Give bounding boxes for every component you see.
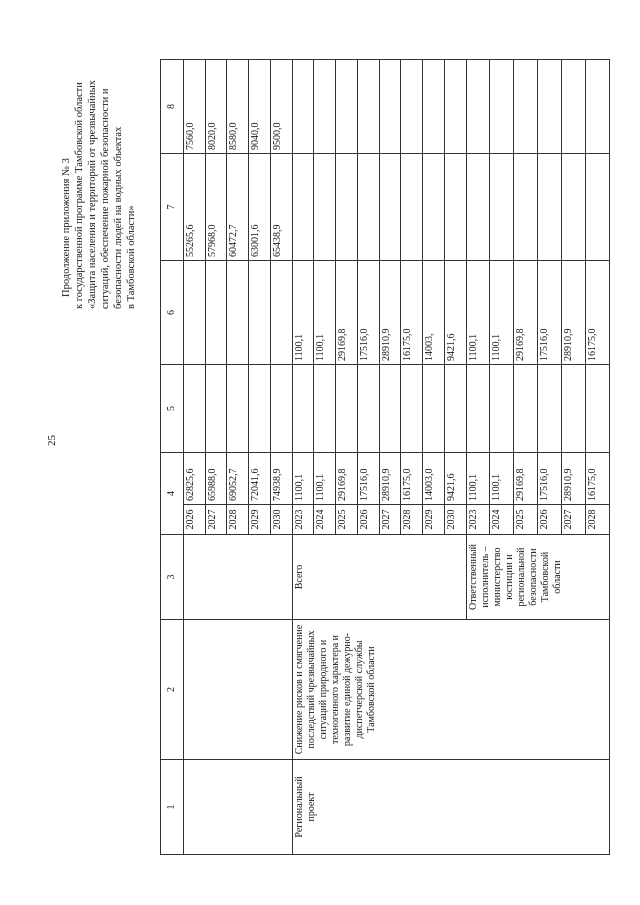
project-type-cell: Региональный проект xyxy=(292,760,609,855)
value-cell: 28910,9 xyxy=(562,261,586,365)
year-cell: 2023 xyxy=(466,505,490,535)
rotated-table-container xyxy=(160,60,610,855)
value-cell xyxy=(514,365,538,453)
value-cell xyxy=(401,365,423,453)
value-cell: 57968,0 xyxy=(205,154,227,261)
value-cell xyxy=(562,365,586,453)
value-cell xyxy=(336,365,358,453)
value-cell xyxy=(466,60,490,154)
value-cell: 60472,7 xyxy=(227,154,249,261)
value-cell xyxy=(292,60,314,154)
heading-line: Продолжение приложения № 3 xyxy=(61,158,72,297)
heading-line: ситуаций, обеспечение пожарной безопасности и xyxy=(100,88,111,309)
year-cell: 2027 xyxy=(205,505,227,535)
value-cell xyxy=(357,154,379,261)
heading-line: «Защита населения и территорий от чрезвычайных xyxy=(87,80,98,309)
year-cell: 2030 xyxy=(444,505,466,535)
value-cell: 29169,8 xyxy=(336,261,358,365)
value-cell xyxy=(336,154,358,261)
empty-cell xyxy=(184,760,293,855)
value-cell xyxy=(184,365,206,453)
value-cell: 69052,7 xyxy=(227,453,249,505)
value-cell: 17516,0 xyxy=(357,453,379,505)
value-cell: 17516,0 xyxy=(538,453,562,505)
column-header: 1 xyxy=(161,760,184,855)
year-cell: 2026 xyxy=(538,505,562,535)
project-name-cell: Снижение рисков и смягчение последствий чрезвычайных ситуаций природного и техногенного характера и развитие единой дежурно-диспетчерской службы Тамбовской области xyxy=(292,620,609,760)
column-header: 4 xyxy=(161,453,184,535)
value-cell: 29169,8 xyxy=(514,453,538,505)
page-number: 25 xyxy=(46,435,58,446)
column-header: 5 xyxy=(161,365,184,453)
column-header: 3 xyxy=(161,535,184,620)
value-cell xyxy=(336,60,358,154)
value-cell: 17516,0 xyxy=(357,261,379,365)
value-cell xyxy=(249,261,271,365)
value-cell xyxy=(357,60,379,154)
value-cell xyxy=(490,154,514,261)
value-cell: 1100,1 xyxy=(292,261,314,365)
value-cell xyxy=(562,154,586,261)
value-cell xyxy=(586,60,610,154)
empty-cell xyxy=(184,535,293,620)
year-cell: 2028 xyxy=(586,505,610,535)
value-cell: 72041,6 xyxy=(249,453,271,505)
value-cell xyxy=(444,365,466,453)
value-cell xyxy=(538,154,562,261)
value-cell xyxy=(292,154,314,261)
year-cell: 2025 xyxy=(336,505,358,535)
value-cell: 9040,0 xyxy=(249,60,271,154)
column-header: 8 xyxy=(161,60,184,154)
year-cell: 2028 xyxy=(227,505,249,535)
value-cell: 16175,0 xyxy=(586,261,610,365)
value-cell: 63001,6 xyxy=(249,154,271,261)
value-cell: 9421,6 xyxy=(444,261,466,365)
value-cell xyxy=(423,365,445,453)
column-header: 7 xyxy=(161,154,184,261)
value-cell: 9421,6 xyxy=(444,453,466,505)
value-cell xyxy=(538,365,562,453)
value-cell xyxy=(562,60,586,154)
table-row xyxy=(292,60,314,855)
value-cell xyxy=(538,60,562,154)
value-cell: 65438,9 xyxy=(270,154,292,261)
value-cell: 29169,8 xyxy=(514,261,538,365)
year-cell: 2029 xyxy=(249,505,271,535)
value-cell: 1100,1 xyxy=(490,261,514,365)
value-cell xyxy=(292,365,314,453)
value-cell xyxy=(490,365,514,453)
value-cell: 1100,1 xyxy=(466,453,490,505)
value-cell xyxy=(586,154,610,261)
value-cell: 16175,0 xyxy=(586,453,610,505)
value-cell: 62825,6 xyxy=(184,453,206,505)
value-cell xyxy=(184,261,206,365)
year-cell: 2025 xyxy=(514,505,538,535)
value-cell xyxy=(357,365,379,453)
value-cell xyxy=(227,261,249,365)
value-cell xyxy=(314,154,336,261)
appendix-heading xyxy=(60,65,165,315)
value-cell xyxy=(401,60,423,154)
value-cell: 28910,9 xyxy=(379,453,401,505)
column-header: 6 xyxy=(161,261,184,365)
heading-line: к государственной программе Тамбовской области xyxy=(74,82,85,309)
value-cell: 74938,9 xyxy=(270,453,292,505)
table-body xyxy=(184,60,610,855)
value-cell: 29169,8 xyxy=(336,453,358,505)
value-cell xyxy=(586,365,610,453)
value-cell: 1100,1 xyxy=(292,453,314,505)
value-cell xyxy=(466,154,490,261)
value-cell xyxy=(379,365,401,453)
value-cell xyxy=(314,60,336,154)
program-table xyxy=(160,59,610,855)
value-cell xyxy=(490,60,514,154)
year-cell: 2028 xyxy=(401,505,423,535)
value-cell xyxy=(205,261,227,365)
value-cell xyxy=(227,365,249,453)
value-cell xyxy=(423,154,445,261)
value-cell xyxy=(314,365,336,453)
value-cell: 1100,1 xyxy=(314,261,336,365)
value-cell xyxy=(444,60,466,154)
year-cell: 2030 xyxy=(270,505,292,535)
value-cell xyxy=(379,154,401,261)
value-cell: 9500,0 xyxy=(270,60,292,154)
value-cell: 65988,0 xyxy=(205,453,227,505)
value-cell xyxy=(270,365,292,453)
value-cell: 7560,0 xyxy=(184,60,206,154)
value-cell: 28910,9 xyxy=(562,453,586,505)
value-cell: 28910,9 xyxy=(379,261,401,365)
value-cell: 8580,0 xyxy=(227,60,249,154)
value-cell: 16175,0 xyxy=(401,453,423,505)
value-cell: 16175,0 xyxy=(401,261,423,365)
total-label-cell: Всего xyxy=(292,535,466,620)
value-cell xyxy=(379,60,401,154)
value-cell: 17516,0 xyxy=(538,261,562,365)
heading-line: безопасности людей на водных объектах xyxy=(113,126,124,309)
empty-cell xyxy=(184,620,293,760)
value-cell: 1100,1 xyxy=(314,453,336,505)
value-cell: 14003,0 xyxy=(423,453,445,505)
value-cell xyxy=(249,365,271,453)
header-row xyxy=(161,60,184,855)
value-cell xyxy=(444,154,466,261)
value-cell xyxy=(514,154,538,261)
year-cell: 2023 xyxy=(292,505,314,535)
value-cell: 14003, xyxy=(423,261,445,365)
value-cell xyxy=(466,365,490,453)
value-cell xyxy=(423,60,445,154)
value-cell: 55265,6 xyxy=(184,154,206,261)
value-cell xyxy=(401,154,423,261)
value-cell xyxy=(270,261,292,365)
column-header: 2 xyxy=(161,620,184,760)
year-cell: 2027 xyxy=(379,505,401,535)
year-cell: 2024 xyxy=(314,505,336,535)
heading-line: в Тамбовской области» xyxy=(126,205,137,309)
value-cell: 1100,1 xyxy=(466,261,490,365)
value-cell xyxy=(514,60,538,154)
year-cell: 2029 xyxy=(423,505,445,535)
value-cell: 1100,1 xyxy=(490,453,514,505)
responsible-label-cell: Ответственный исполнитель – министерство юстиции и региональной безопасности Тамбовской области xyxy=(466,535,609,620)
value-cell xyxy=(205,365,227,453)
year-cell: 2026 xyxy=(357,505,379,535)
value-cell: 8020,0 xyxy=(205,60,227,154)
year-cell: 2026 xyxy=(184,505,206,535)
year-cell: 2024 xyxy=(490,505,514,535)
year-cell: 2027 xyxy=(562,505,586,535)
table-row xyxy=(184,60,206,855)
